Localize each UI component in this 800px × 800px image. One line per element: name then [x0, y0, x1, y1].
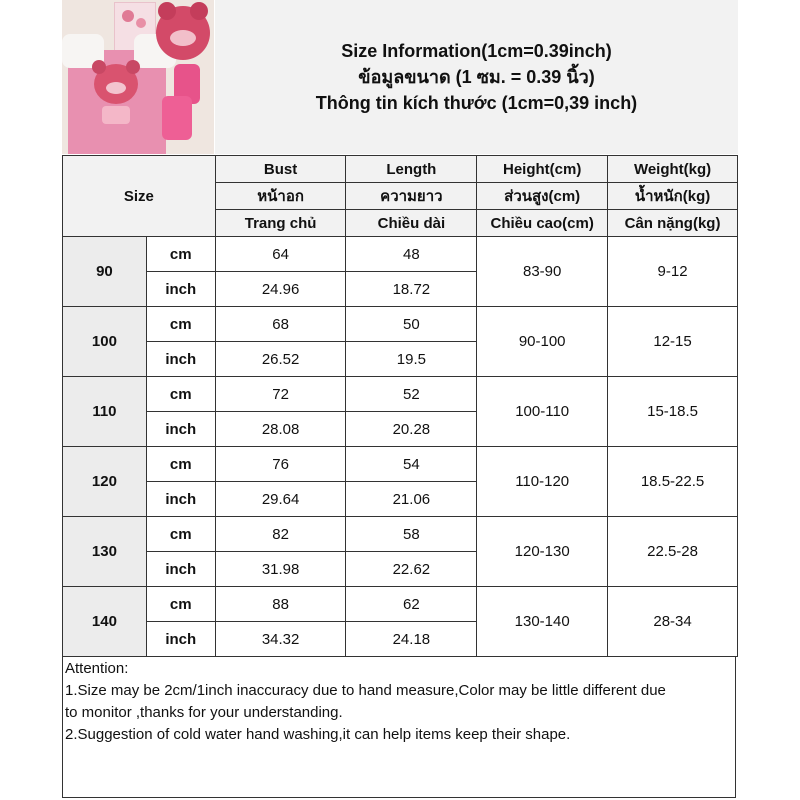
length-inch: 22.62	[346, 552, 477, 587]
bear-snout-icon	[106, 82, 126, 94]
bust-inch: 29.64	[215, 482, 346, 517]
height-range: 100-110	[477, 377, 608, 447]
col-height-vi: Chiều cao(cm)	[477, 210, 608, 237]
unit-inch: inch	[146, 622, 215, 657]
weight-range: 12-15	[608, 307, 738, 377]
bust-cm: 88	[215, 587, 346, 622]
col-length-en: Length	[346, 156, 477, 183]
col-bust-th: หน้าอก	[215, 183, 346, 210]
table-row	[63, 377, 738, 412]
unit-inch: inch	[146, 272, 215, 307]
size-value: 140	[63, 587, 147, 657]
bust-inch: 26.52	[215, 342, 346, 377]
size-value: 90	[63, 237, 147, 307]
bust-inch: 28.08	[215, 412, 346, 447]
unit-cm: cm	[146, 307, 215, 342]
col-length-th: ความยาว	[346, 183, 477, 210]
pocket-icon	[102, 106, 130, 124]
unit-inch: inch	[146, 342, 215, 377]
flower-icon	[136, 18, 146, 28]
col-bust-vi: Trang chủ	[215, 210, 346, 237]
size-value: 100	[63, 307, 147, 377]
weight-range: 22.5-28	[608, 517, 738, 587]
length-cm: 52	[346, 377, 477, 412]
note-line: to monitor ,thanks for your understanding.	[65, 704, 343, 721]
bust-inch: 34.32	[215, 622, 346, 657]
unit-cm: cm	[146, 237, 215, 272]
table-row	[63, 517, 738, 552]
weight-range: 9-12	[608, 237, 738, 307]
table-row	[63, 447, 738, 482]
bust-cm: 72	[215, 377, 346, 412]
notes-title: Attention:	[65, 660, 129, 677]
size-table	[62, 155, 738, 657]
header-line-vi: Thông tin kích thước (1cm=0,39 inch)	[315, 93, 638, 113]
height-range: 90-100	[477, 307, 608, 377]
note-line: 1.Size may be 2cm/1inch inaccuracy due to hand measure,Color may be little different due	[65, 682, 666, 699]
size-value: 120	[63, 447, 147, 517]
col-height-th: ส่วนสูง(cm)	[477, 183, 608, 210]
size-value: 130	[63, 517, 147, 587]
bust-inch: 24.96	[215, 272, 346, 307]
bust-cm: 68	[215, 307, 346, 342]
plush-snout-icon	[170, 30, 196, 46]
col-weight-vi: Cân nặng(kg)	[608, 210, 738, 237]
unit-inch: inch	[146, 412, 215, 447]
height-range: 120-130	[477, 517, 608, 587]
table-row	[63, 237, 738, 272]
length-inch: 24.18	[346, 622, 477, 657]
size-chart	[62, 0, 738, 800]
col-weight-th: น้ำหนัก(kg)	[608, 183, 738, 210]
unit-cm: cm	[146, 517, 215, 552]
plush-ear-icon	[158, 2, 176, 20]
col-weight-en: Weight(kg)	[608, 156, 738, 183]
bust-cm: 82	[215, 517, 346, 552]
flower-icon	[122, 10, 134, 22]
size-header: Size	[63, 156, 216, 237]
height-range: 83-90	[477, 237, 608, 307]
unit-cm: cm	[146, 587, 215, 622]
height-range: 130-140	[477, 587, 608, 657]
table-row	[63, 307, 738, 342]
header-line-en: Size Information(1cm=0.39inch)	[341, 41, 612, 61]
bear-ear-icon	[126, 60, 140, 74]
product-photo	[62, 0, 214, 154]
size-value: 110	[63, 377, 147, 447]
length-cm: 58	[346, 517, 477, 552]
weight-range: 18.5-22.5	[608, 447, 738, 517]
bear-ear-icon	[92, 60, 106, 74]
unit-inch: inch	[146, 552, 215, 587]
col-height-en: Height(cm)	[477, 156, 608, 183]
attention-notes	[62, 656, 736, 798]
weight-range: 15-18.5	[608, 377, 738, 447]
length-cm: 48	[346, 237, 477, 272]
col-length-vi: Chiều dài	[346, 210, 477, 237]
weight-range: 28-34	[608, 587, 738, 657]
length-inch: 18.72	[346, 272, 477, 307]
height-range: 110-120	[477, 447, 608, 517]
unit-cm: cm	[146, 447, 215, 482]
size-info-header	[215, 0, 738, 154]
length-inch: 21.06	[346, 482, 477, 517]
length-cm: 54	[346, 447, 477, 482]
boot-icon	[162, 96, 192, 140]
bust-inch: 31.98	[215, 552, 346, 587]
unit-inch: inch	[146, 482, 215, 517]
header-line-th: ข้อมูลขนาด (1 ซม. = 0.39 นิ้ว)	[358, 67, 595, 87]
table-row	[63, 587, 738, 622]
note-line: 2.Suggestion of cold water hand washing,it can help items keep their shape.	[65, 726, 571, 743]
length-cm: 50	[346, 307, 477, 342]
bust-cm: 76	[215, 447, 346, 482]
length-inch: 19.5	[346, 342, 477, 377]
col-bust-en: Bust	[215, 156, 346, 183]
header-row-en	[63, 156, 738, 183]
length-inch: 20.28	[346, 412, 477, 447]
bust-cm: 64	[215, 237, 346, 272]
plush-ear-icon	[190, 2, 208, 20]
unit-cm: cm	[146, 377, 215, 412]
length-cm: 62	[346, 587, 477, 622]
